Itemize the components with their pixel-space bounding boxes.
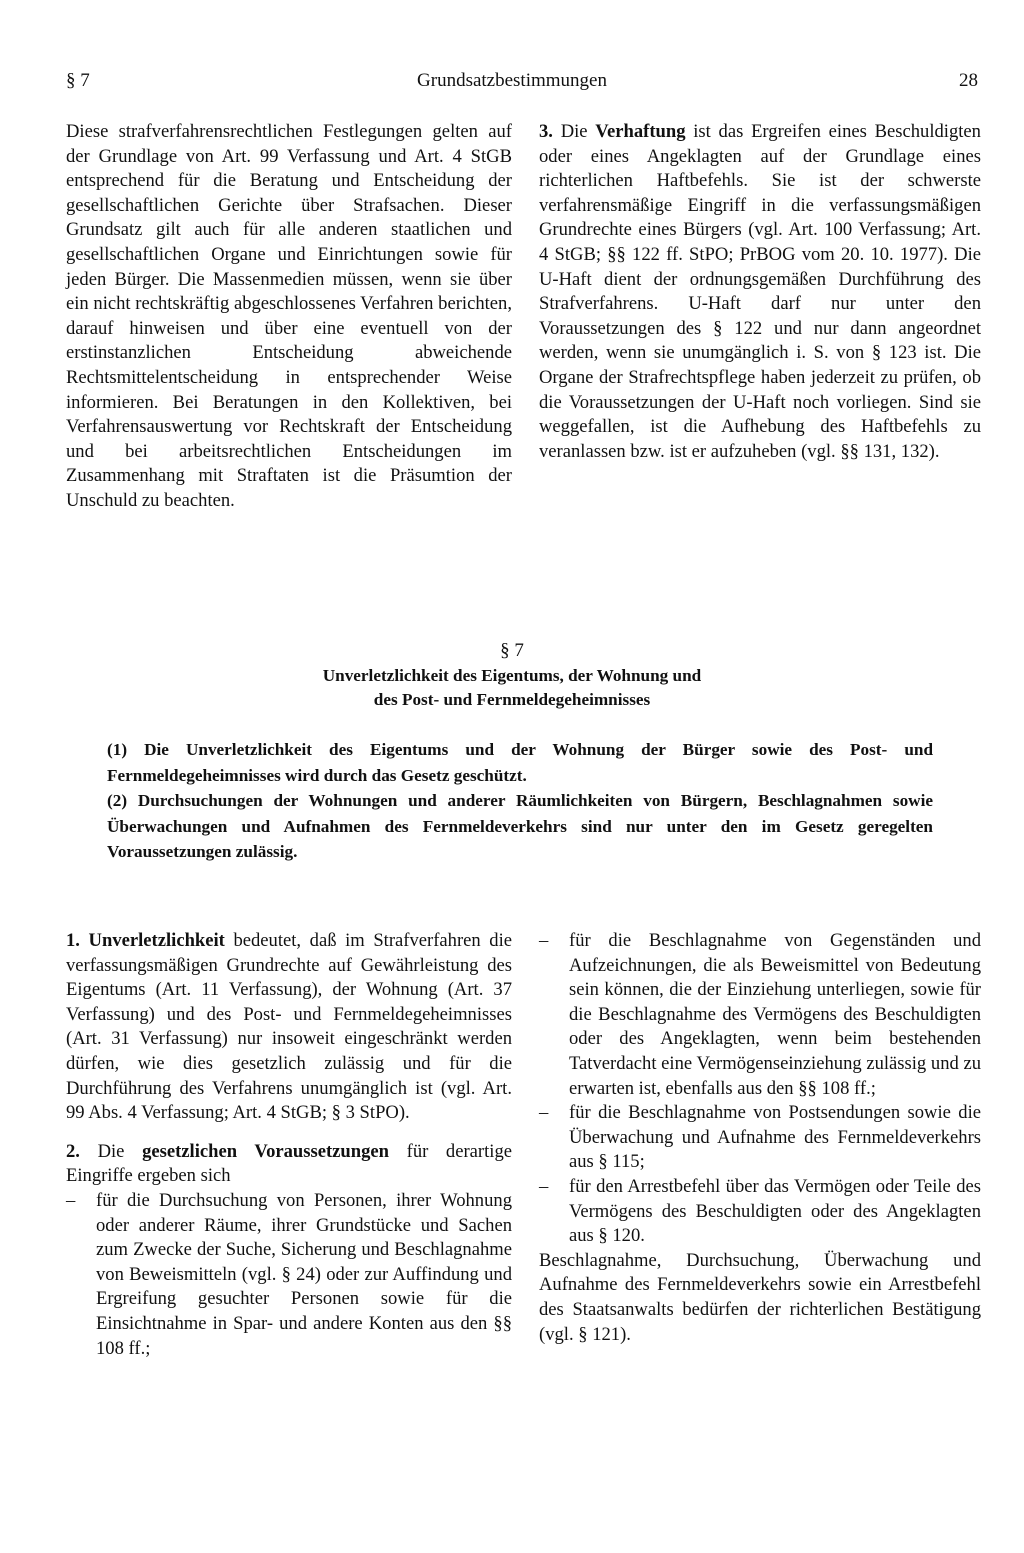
paragraph-bestaetigung: Beschlagnahme, Durchsuchung, Überwachung und Aufnahme des Fernmeldeverkehrs sowie ein Arrestbefehl des Staatsanwalts bedürfen der richterlichen Bestätigung (vgl. § 121). bbox=[539, 1249, 981, 1345]
section-title-line-1: Unverletzlichkeit des Eigentums, der Wohnung und bbox=[322, 666, 702, 685]
statute-text bbox=[107, 737, 933, 865]
list-item bbox=[539, 1175, 981, 1249]
lower-right-column bbox=[539, 929, 981, 1347]
dash-marker: – bbox=[539, 1175, 549, 1197]
item-pre: Die bbox=[97, 1140, 125, 1162]
upper-left-column bbox=[66, 120, 512, 514]
dash-marker: – bbox=[66, 1189, 76, 1211]
paragraph-verhaftung bbox=[539, 120, 981, 464]
list-item bbox=[539, 929, 981, 1101]
list-item-text: für die Beschlagnahme von Postsendungen sowie die Überwachung und Aufnahme des Fernmeldeverkehrs aus § 115; bbox=[569, 1102, 981, 1173]
list-item bbox=[66, 1189, 512, 1361]
paragraph-voraussetzungen bbox=[66, 1140, 512, 1189]
list-item-text: für die Beschlagnahme von Gegenständen und Aufzeichnungen, die als Beweismittel von Bedeutung sein können, die der Einziehung unterliegen, sowie für die Beschlagnahme des Vermögens des Beschuldigten oder des Angeklagten, wenn beim bestehenden Tatverdacht eine Vermögenseinziehung zulässig und zu erwarten ist, ebenfalls aus den §§ 108 ff.; bbox=[569, 930, 981, 1099]
item-pre: Die bbox=[560, 121, 588, 142]
list-item-text: für die Durchsuchung von Personen, ihrer Wohnung oder anderer Räume, ihrer Grundstücke und Sachen zum Zwecke der Suche, Sicherung und Beschlagnahme von Beweismitteln (vgl. § 24) oder zur Auffindung und Ergreifung gesuchter Personen sowie für die Einsichtnahme in Spar- und andere Konten aus den §§ 108 ff.; bbox=[96, 1189, 512, 1359]
item-term: Verhaftung bbox=[595, 121, 686, 142]
item-text: ist das Ergreifen eines Beschuldigten oder eines Angeklagten auf der Grundlage eines richterlichen Haftbefehls. Sie ist der schwerste verfahrensmäßige Eingriff in die verfassungsmäßigen Grundrechte eines Bürgers (vgl. Art. 100 Verfassung; Art. 4 StGB; §§ 122 ff. StPO; PrBOG vom 20. 10. 1977). Die U-Haft dient der ordnungsgemäßen Durchführung des Strafverfahrens. U-Haft darf nur unter den Voraussetzungen des § 122 und nur dann angeordnet werden, wenn sie unumgänglich i. S. von § 123 ist. Die Organe der Strafrechtspflege haben jederzeit zu prüfen, ob die Voraussetzungen der U-Haft noch vorliegen. Sind sie weggefallen, ist die Aufhebung des Haftbefehls zu veranlassen bzw. ist er aufzuheben (vgl. §§ 131, 132). bbox=[539, 121, 981, 462]
paragraph-unverletzlichkeit bbox=[66, 929, 512, 1126]
paragraph-presumption: Diese strafverfahrensrechtlichen Festlegungen gelten auf der Grundlage von Art. 99 Verfassung und Art. 4 StGB entsprechend für die Beratung und Entscheidung der gesellschaftlichen Gerichte über Strafsachen. Dieser Grundsatz gilt auch für alle anderen staatlichen und gesellschaftlichen Organe und Einrichtungen sowie für jeden Bürger. Die Massenmedien müssen, wenn sie über ein nicht rechtskräftig abgeschlossenes Verfahren berichten, darauf hinweisen und über eine eventuell von der erstinstanzlichen Entscheidung abweichende Rechtsmittelentscheidung in entsprechender Weise informieren. Bei Beratungen in den Kollektiven, bei Verfahrensauswertung vor Rechtskraft der Entscheidung und bei arbeitsrechtlichen Entscheidungen im Zusammenhang mit Straftaten ist die Präsumtion der Unschuld zu beachten. bbox=[66, 121, 512, 511]
statute-paragraph-1: (1) Die Unverletzlichkeit des Eigentums und der Wohnung der Bürger sowie des Post- und Fernmeldegeheimnisses wird durch das Gesetz geschützt. bbox=[107, 740, 933, 785]
item-number: 1. bbox=[66, 930, 80, 951]
running-header-section: § 7 bbox=[66, 70, 90, 91]
item-term: Unverletzlichkeit bbox=[88, 930, 225, 951]
list-item-text: für den Arrestbefehl über das Vermögen oder Teile des Vermögens des Beschuldigten oder des Angeklagten aus § 120. bbox=[569, 1175, 981, 1247]
section-number: § 7 bbox=[500, 640, 524, 661]
running-header-title: Grundsatzbestimmungen bbox=[417, 70, 607, 91]
section-heading bbox=[0, 638, 1024, 712]
item-text: für derartige Eingriffe ergeben sich bbox=[66, 1140, 512, 1187]
list-item bbox=[539, 1101, 981, 1175]
item-number: 2. bbox=[66, 1140, 80, 1162]
item-text: bedeutet, daß im Strafverfahren die verfassungsmäßigen Grundrechte auf Gewährleistung des Eigentums (Art. 11 Verfassung), der Wohnung (Art. 37 Verfassung) und des Post- und Fernmeldegeheimnisses (Art. 31 Verfassung) nur insoweit eingeschränkt werden dürfen, wie dies gesetzlich zulässig und für die Durchführung des Verfahrens unumgänglich ist (vgl. Art. 99 Abs. 4 Verfassung; Art. 4 StGB; § 3 StPO). bbox=[66, 930, 512, 1124]
dash-marker: – bbox=[539, 1102, 549, 1124]
lower-left-column bbox=[66, 929, 512, 1361]
item-term: gesetzlichen Voraussetzungen bbox=[142, 1140, 389, 1162]
statute-paragraph-2: (2) Durchsuchungen der Wohnungen und anderer Räumlichkeiten von Bürgern, Beschlagnahmen sowie Überwachungen und Aufnahmen des Fernmeldeverkehrs sind nur unter den im Gesetz geregelten Voraussetzungen zulässig. bbox=[107, 791, 933, 862]
page-number: 28 bbox=[959, 70, 978, 91]
section-title-line-2: des Post- und Fernmeldegeheimnisses bbox=[373, 690, 651, 709]
upper-right-column bbox=[539, 120, 981, 464]
dash-marker: – bbox=[539, 930, 549, 951]
item-number: 3. bbox=[539, 121, 553, 142]
